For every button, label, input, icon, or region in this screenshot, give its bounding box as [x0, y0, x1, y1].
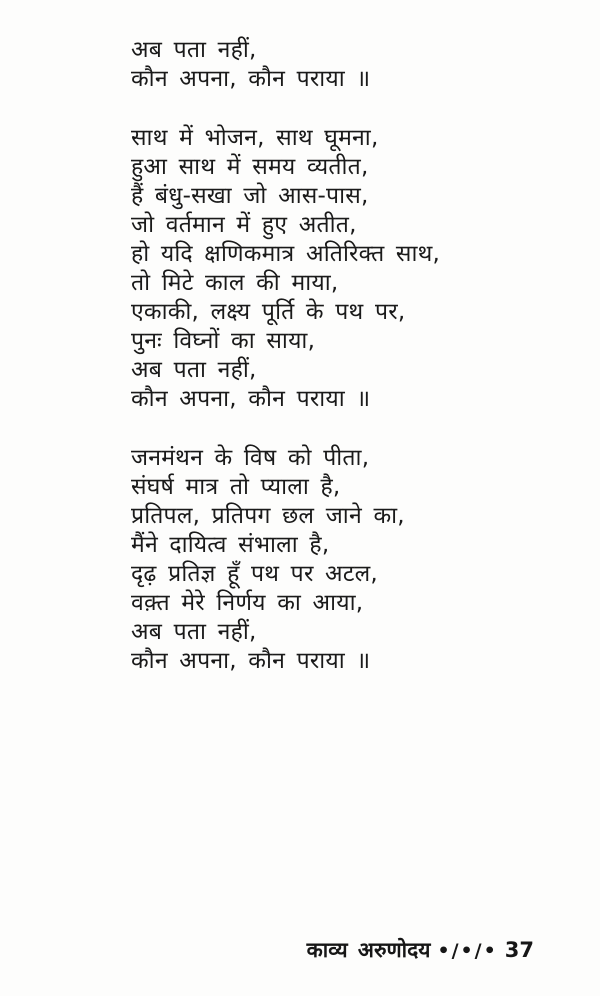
poem-line: संघर्ष मात्र तो प्याला है,: [131, 474, 341, 500]
poem-line: जो वर्तमान में हुए अतीत,: [131, 212, 357, 238]
poem-line: हो यदि क्षणिकमात्र अतिरिक्त साथ,: [131, 241, 441, 267]
poem-line: वक़्त मेरे निर्णय का आया,: [131, 590, 364, 616]
stanza-1: [131, 36, 440, 94]
page-footer: [307, 936, 534, 964]
poem-line-refrain: कौन अपना, कौन पराया ॥: [131, 386, 371, 412]
poem-body: [131, 36, 440, 706]
stanza-2: [131, 124, 440, 414]
poem-line: दृढ़ प्रतिज्ञ हूँ पथ पर अटल,: [131, 561, 378, 587]
poem-line: प्रतिपल, प्रतिपग छल जाने का,: [131, 503, 405, 529]
poem-line: अब पता नहीं,: [131, 619, 257, 645]
poem-line-refrain: कौन अपना, कौन पराया ॥: [131, 648, 371, 674]
stanza-3: [131, 444, 440, 676]
poem-line: हैं बंधु-सखा जो आस-पास,: [131, 183, 369, 209]
page-number: 37: [504, 938, 534, 962]
poem-line: पुनः विघ्नों का साया,: [131, 328, 316, 354]
poem-line: हुआ साथ में समय व्यतीत,: [131, 154, 369, 180]
poem-line-refrain: कौन अपना, कौन पराया ॥: [131, 66, 371, 92]
poem-line: मैंने दायित्व संभाला है,: [131, 532, 330, 558]
poem-line: साथ में भोजन, साथ घूमना,: [131, 125, 379, 151]
poem-line: एकाकी, लक्ष्य पूर्ति के पथ पर,: [131, 299, 406, 325]
poem-line: अब पता नहीं,: [131, 37, 257, 63]
poem-line: तो मिटे काल की माया,: [131, 270, 339, 296]
book-title: काव्य अरुणोदय: [306, 938, 431, 962]
poem-line: अब पता नहीं,: [131, 357, 257, 383]
footer-separator: •/•/•: [437, 940, 498, 962]
poem-line: जनमंथन के विष को पीता,: [131, 445, 370, 471]
